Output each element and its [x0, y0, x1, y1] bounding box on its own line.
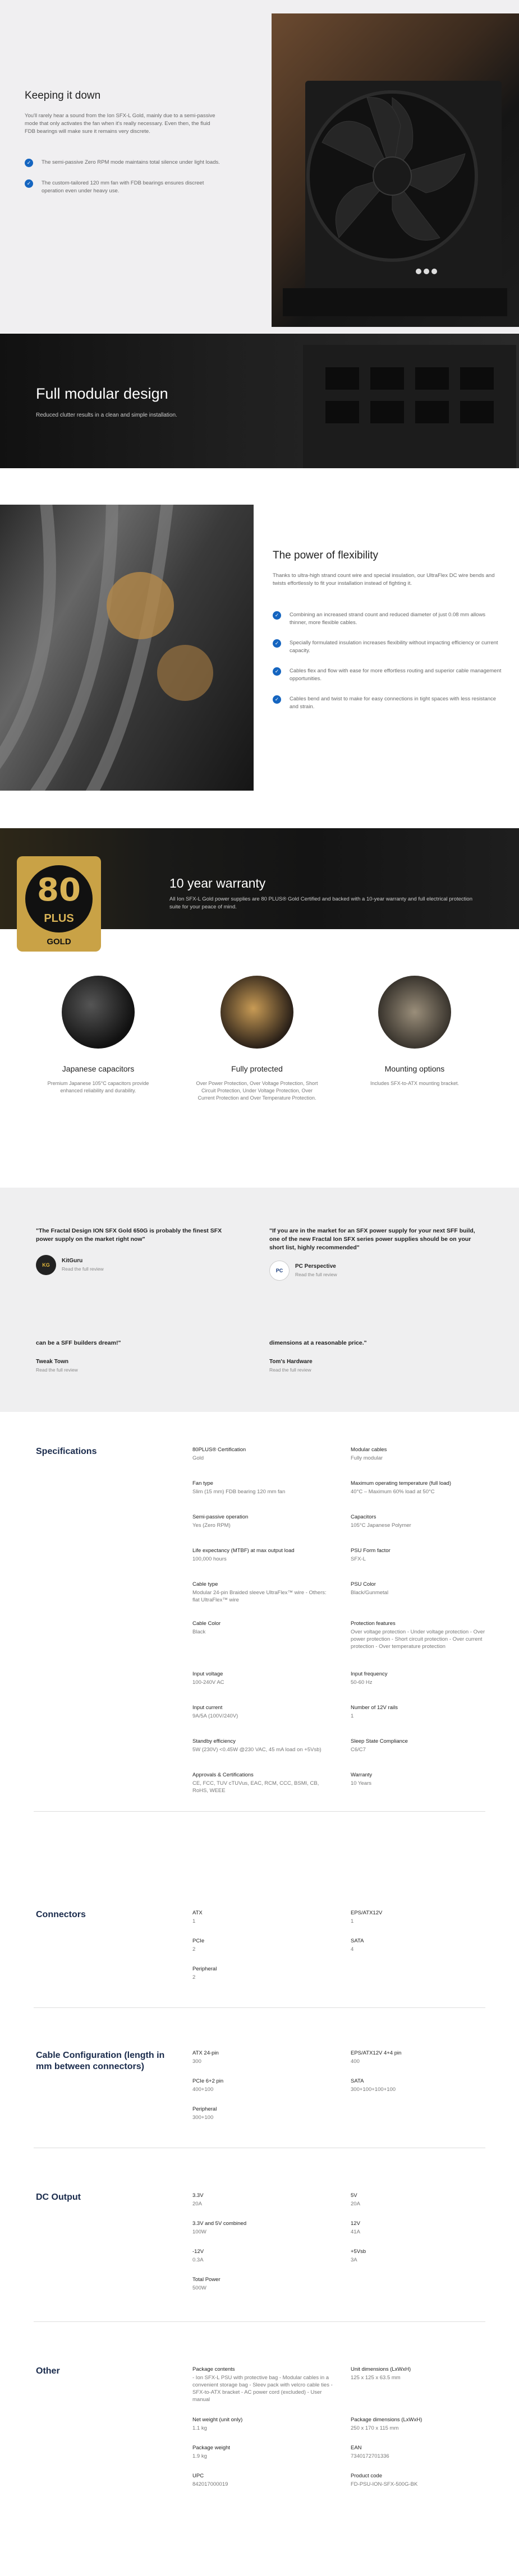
keeping-it-down-title: Keeping it down	[25, 90, 101, 101]
spec-label: Standby efficiency	[192, 1738, 236, 1744]
spec-label: 5V	[351, 2192, 357, 2199]
spec-value: 2	[192, 1974, 196, 1981]
modular-design-section	[0, 334, 519, 468]
spec-label: SATA	[351, 2078, 364, 2084]
spec-value: 40°C – Maximum 60% load at 50°C	[351, 1489, 435, 1495]
spec-value: 100-240V AC	[192, 1679, 224, 1686]
cable-config-title: Cable Configuration (length in mm between connectors)	[36, 2051, 165, 2071]
warranty-text: All Ion SFX-L Gold power supplies are 80 PLUS® Gold Certified and backed with a 10-year warranty and full electrical protection suite for your peace of mind.	[169, 896, 472, 910]
spec-value: 250 x 170 x 115 mm	[351, 2425, 399, 2431]
spec-value: Black/Gunmetal	[351, 1590, 389, 1596]
spec-value: 105°C Japanese Polymer	[351, 1522, 411, 1529]
spec-label: PSU Color	[351, 1581, 376, 1587]
spec-label: SATA	[351, 1938, 364, 1944]
spec-label: Package dimensions (LxWxH)	[351, 2417, 422, 2423]
reviews-section	[0, 1188, 519, 1412]
spec-label: PCIe 6+2 pin	[192, 2078, 224, 2084]
check-icon: ✓	[273, 695, 281, 704]
feature-desc: Includes SFX-to-ATX mounting bracket.	[370, 1081, 459, 1086]
spec-label: ATX 24-pin	[192, 2050, 219, 2056]
spec-label: EPS/ATX12V	[351, 1910, 383, 1916]
spec-value: 3A	[351, 2257, 357, 2263]
spec-label: Cable type	[192, 1581, 218, 1587]
spec-value: 2	[192, 1946, 196, 1952]
divider	[34, 2007, 485, 2008]
spec-label: EPS/ATX12V 4+4 pin	[351, 2050, 402, 2056]
spec-value: 400	[351, 2058, 360, 2065]
spec-label: Total Power	[192, 2277, 221, 2283]
feature-desc: Over Power Protection, Over Voltage Protection, Short Circuit Protection, Under Voltage Protection, Over Current Protection and Over Temperature Protection.	[196, 1081, 318, 1101]
review-quote: "The Fractal Design ION SFX Gold 650G is probably the finest SFX power supply on the market right now"	[36, 1227, 222, 1243]
spec-label: EAN	[351, 2445, 362, 2451]
spec-label: Maximum operating temperature (full load)	[351, 1480, 451, 1486]
spec-value: 20A	[192, 2201, 202, 2207]
spec-value: 7340172701336	[351, 2453, 389, 2459]
spec-label: Input current	[192, 1705, 223, 1711]
modular-subtitle: Reduced clutter results in a clean and simple installation.	[36, 412, 177, 418]
warranty-section	[0, 828, 519, 947]
review-quote: "If you are in the market for an SFX power supply for your next SFF build, one of the new Fractal Ion SFX series power supplies should be on your short list, highly recommended"	[269, 1227, 475, 1251]
divider	[34, 1811, 485, 1812]
spec-label: Modular cables	[351, 1447, 387, 1453]
spec-label: Fan type	[192, 1480, 213, 1486]
connectors-title: Connectors	[36, 1910, 86, 1919]
spec-label: Warranty	[351, 1772, 373, 1778]
spec-value: 100W	[192, 2229, 206, 2235]
spec-value: Over voltage protection - Under voltage protection - Over power protection - Short circuit protection - Over current protection - Over temperature protection	[351, 1629, 485, 1650]
badge-plus: PLUS	[44, 912, 74, 925]
flex-point-2: Specially formulated insulation increases flexibility without impacting efficiency or current capacity.	[290, 640, 498, 654]
spec-value: Gold	[192, 1455, 204, 1461]
spec-label: Approvals & Certifications	[192, 1772, 254, 1778]
spec-value: 50-60 Hz	[351, 1679, 373, 1686]
spec-value: FD-PSU-ION-SFX-500G-BK	[351, 2481, 418, 2487]
spec-value: 20A	[351, 2201, 360, 2207]
spec-label: Capacitors	[351, 1514, 376, 1520]
spec-value: 300+100	[192, 2115, 214, 2121]
psu-fan-illustration	[272, 13, 519, 327]
spec-value: 842017000019	[192, 2481, 228, 2487]
spec-value: 1	[192, 1918, 196, 1924]
divider	[34, 2321, 485, 2322]
spec-value: 300	[192, 2058, 201, 2065]
80-plus-gold-badge	[17, 856, 101, 952]
review-name: PC Perspective	[295, 1263, 336, 1269]
spec-value: Slim (15 mm) FDB bearing 120 mm fan	[192, 1489, 286, 1495]
spec-value: Modular 24-pin Braided sleeve UltraFlex™ wire - Others: flat UltraFlex™ wire	[192, 1590, 327, 1603]
spec-label: Peripheral	[192, 2106, 217, 2112]
kitguru-logo: KG	[36, 1255, 56, 1275]
spec-label: -12V	[192, 2249, 204, 2255]
spec-value: 125 x 125 x 63.5 mm	[351, 2375, 401, 2381]
flex-point-4: Cables bend and twist to make for easy connections in tight spaces with less resistance and strain.	[290, 696, 497, 710]
spec-label: Cable Color	[192, 1621, 221, 1627]
spec-value: 5W (230V) <0.45W @230 VAC, 45 mA load on +5Vsb)	[192, 1747, 321, 1753]
spec-value: Black	[192, 1629, 206, 1635]
feature-desc: Premium Japanese 105°C capacitors provide enhanced reliability and durability.	[47, 1081, 149, 1093]
spec-value: 400+100	[192, 2086, 214, 2093]
spec-value: CE, FCC, TUV cTUVus, EAC, RCM, CCC, BSMI, CB, RoHS, WEEE	[192, 1780, 319, 1794]
feature-title: Japanese capacitors	[62, 1064, 135, 1073]
review-link[interactable]: Read the full review	[62, 1266, 104, 1272]
check-icon: ✓	[273, 667, 281, 676]
spec-label: +5Vsb	[351, 2249, 366, 2255]
spec-label: Protection features	[351, 1621, 396, 1627]
spec-value: 41A	[351, 2229, 360, 2235]
review-name: Tweak Town	[36, 1359, 68, 1365]
check-icon: ✓	[25, 179, 33, 188]
features-section	[0, 964, 519, 1178]
review-quote: can be a SFF builders dream!"	[36, 1340, 121, 1346]
keeping-point-1: The semi-passive Zero RPM mode maintains total silence under light loads.	[42, 159, 220, 165]
feature-title: Mounting options	[384, 1064, 445, 1073]
spec-value: Fully modular	[351, 1455, 383, 1461]
pc-perspective-logo: PC	[269, 1261, 290, 1281]
spec-value: 1.1 kg	[192, 2425, 207, 2431]
spec-label: ATX	[192, 1910, 203, 1916]
cable-illustration	[0, 505, 254, 791]
spec-label: Package weight	[192, 2445, 231, 2451]
feature-title: Fully protected	[231, 1064, 283, 1073]
modular-psu-illustration	[258, 334, 519, 468]
spec-label: PSU Form factor	[351, 1548, 391, 1554]
spec-value: 300+100+100+100	[351, 2086, 396, 2093]
spec-value: - Ion SFX-L PSU with protective bag - Modular cables in a convenient storage bag - Sleev pack with velcro cable ties - SFX-to-ATX bracket - AC power cord (excluded) - User manual	[192, 2375, 333, 2403]
check-icon: ✓	[273, 611, 281, 620]
spec-label: Life expectancy (MTBF) at max output load	[192, 1548, 295, 1554]
dc-output-title: DC Output	[36, 2192, 81, 2202]
modular-title: Full modular design	[36, 385, 168, 402]
flexibility-title: The power of flexibility	[273, 550, 378, 561]
spec-value: 1	[351, 1918, 354, 1924]
cable-closeup-photo	[0, 505, 254, 791]
psu-fan-photo	[272, 13, 519, 327]
spec-value: 0.3A	[192, 2257, 204, 2263]
flexibility-intro: Thanks to ultra-high strand count wire and special insulation, our UltraFlex DC wire bends and twists effortlessly to fit your installation instead of fighting it.	[273, 573, 495, 587]
review-name: KitGuru	[62, 1258, 83, 1264]
keeping-it-down-intro: You'll rarely hear a sound from the Ion SFX-L Gold, mainly due to a semi-passive mode that only activates the fan when it's really necessary. Even then, the fluid FDB bearings will make sure it remains very discrete.	[25, 113, 215, 135]
spec-label: Package contents	[192, 2366, 235, 2372]
review-name: Tom's Hardware	[269, 1359, 313, 1365]
spec-label: Input frequency	[351, 1671, 388, 1677]
mounting-photo	[378, 976, 451, 1049]
warranty-title: 10 year warranty	[169, 876, 266, 890]
spec-label: Number of 12V rails	[351, 1705, 398, 1711]
spec-value: 100,000 hours	[192, 1556, 227, 1562]
protection-photo	[221, 976, 293, 1049]
specifications-section	[0, 1447, 519, 2568]
spec-label: Semi-passive operation	[192, 1514, 249, 1520]
flexibility-section	[0, 505, 519, 791]
capacitors-photo	[62, 976, 135, 1049]
keeping-point-2: The custom-tailored 120 mm fan with FDB bearings ensures discreet operation even under heavy use.	[42, 180, 204, 194]
spec-value: SFX-L	[351, 1556, 366, 1562]
check-icon: ✓	[273, 639, 281, 648]
spec-label: Product code	[351, 2473, 382, 2479]
flex-point-1: Combining an increased strand count and reduced diameter of just 0.08 mm allows thinner, more flexible cables.	[290, 612, 486, 626]
spec-value: 10 Years	[351, 1780, 371, 1786]
spec-label: PCIe	[192, 1938, 205, 1944]
spec-label: Unit dimensions (LxWxH)	[351, 2366, 411, 2372]
review-link[interactable]: Read the full review	[36, 1367, 78, 1373]
spec-label: Net weight (unit only)	[192, 2417, 243, 2423]
flex-point-3: Cables flex and flow with ease for more effortless routing and superior cable management opportunities.	[290, 668, 502, 682]
spec-value: 4	[351, 1946, 354, 1952]
specs-title: Specifications	[36, 1447, 97, 1456]
badge-80: 80	[37, 872, 81, 908]
review-link[interactable]: Read the full review	[269, 1367, 311, 1373]
spec-value: 1	[351, 1713, 354, 1719]
spec-value: Yes (Zero RPM)	[192, 1522, 231, 1529]
spec-label: 3.3V	[192, 2192, 204, 2199]
badge-gold: GOLD	[47, 937, 71, 947]
other-title: Other	[36, 2366, 60, 2376]
keeping-it-down-section	[0, 0, 519, 333]
review-link[interactable]: Read the full review	[295, 1272, 337, 1277]
review-quote: dimensions at a reasonable price."	[269, 1340, 367, 1346]
spec-label: Input voltage	[192, 1671, 223, 1677]
spec-value: C6/C7	[351, 1747, 366, 1753]
spec-label: Sleep State Compliance	[351, 1738, 408, 1744]
spec-value: 500W	[192, 2285, 206, 2291]
spec-label: Peripheral	[192, 1966, 217, 1972]
spec-label: 12V	[351, 2220, 360, 2227]
check-icon: ✓	[25, 159, 33, 167]
spec-label: UPC	[192, 2473, 204, 2479]
spec-label: 3.3V and 5V combined	[192, 2220, 247, 2227]
spec-value: 9A/5A (100V/240V)	[192, 1713, 238, 1719]
spec-value: 1.9 kg	[192, 2453, 207, 2459]
spec-label: 80PLUS® Certification	[192, 1447, 246, 1453]
